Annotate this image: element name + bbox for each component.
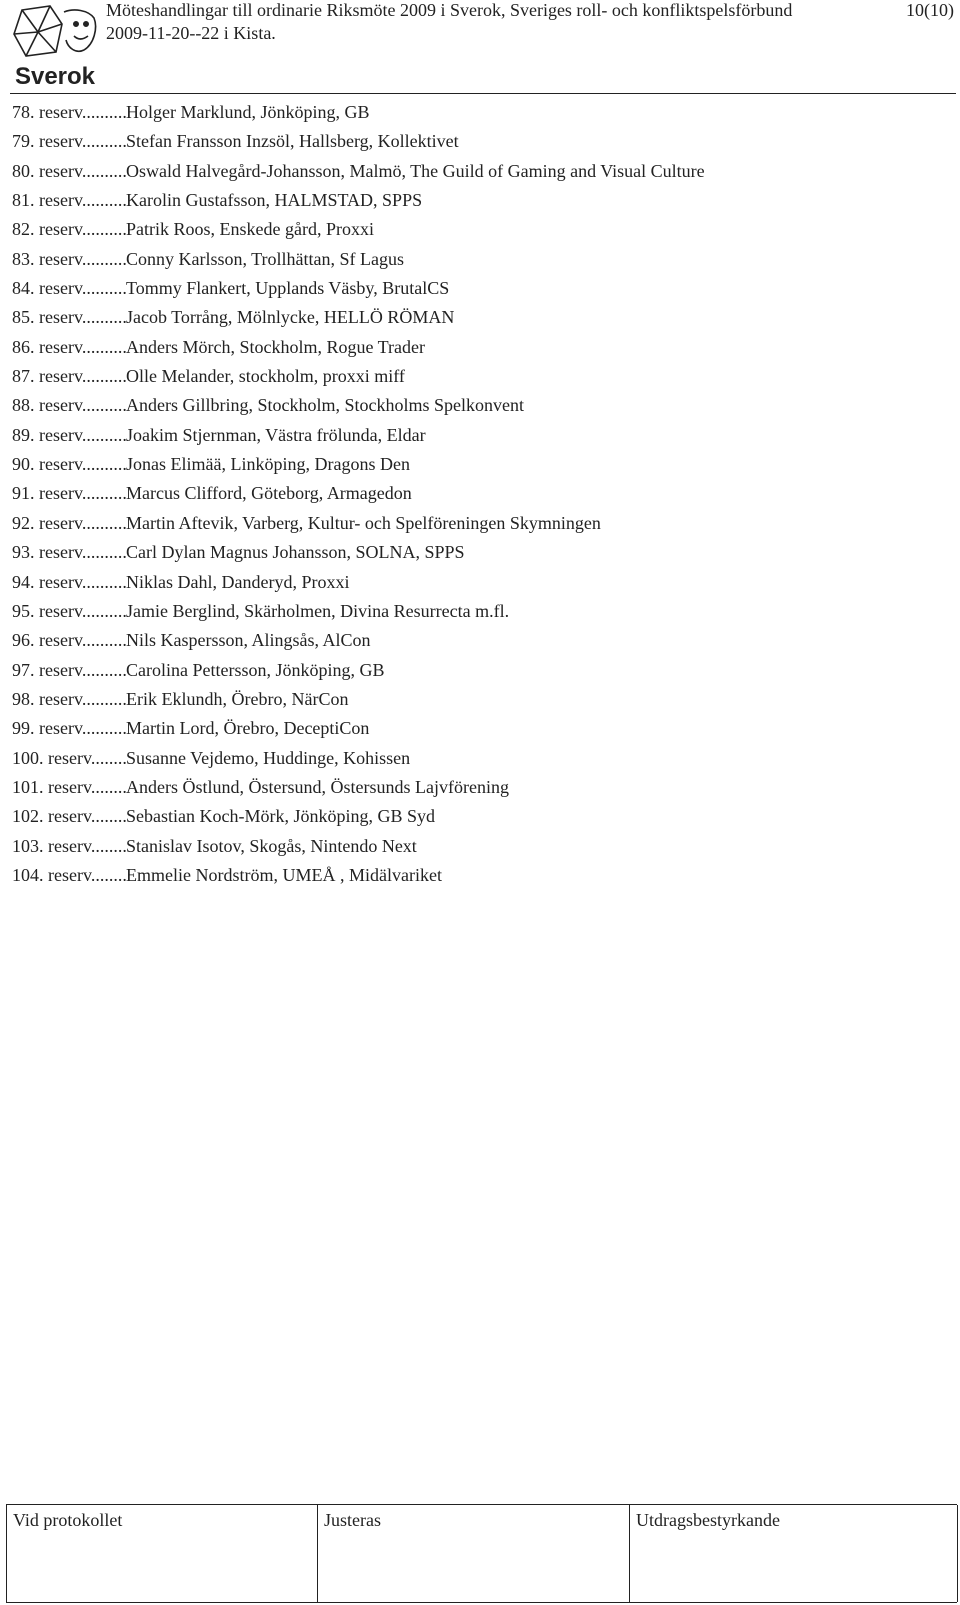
- list-item: [12, 861, 942, 890]
- list-item: [12, 245, 942, 274]
- list-item: [12, 685, 942, 714]
- entry-label: 101. reserv .....: [12, 773, 126, 802]
- signature-cell-protocol: [6, 1505, 318, 1602]
- entry-label: 89. reserv .....: [12, 421, 126, 450]
- document-title: Möteshandlingar till ordinarie Riksmöte 2009 i Sverok, Sveriges roll- och konfliktspelsförbund: [106, 0, 793, 20]
- signature-table: [6, 1504, 957, 1603]
- entry-label: 93. reserv .....: [12, 538, 126, 567]
- signature-cell-certified: [629, 1505, 958, 1602]
- logo-wordmark: Sverok: [14, 63, 96, 90]
- entry-name: Joakim Stjernman, Västra frölunda, Eldar: [126, 424, 426, 445]
- list-item: [12, 421, 942, 450]
- entry-label: 104. reserv .....: [12, 861, 126, 890]
- entry-name: Stefan Fransson Inzsöl, Hallsberg, Kollektivet: [126, 131, 459, 152]
- list-item: [12, 98, 942, 127]
- entry-label: 91. reserv .....: [12, 479, 126, 508]
- entry-label: 82. reserv .....: [12, 215, 126, 244]
- list-item: [12, 773, 942, 802]
- entry-label: 86. reserv .....: [12, 333, 126, 362]
- list-item: [12, 597, 942, 626]
- entry-name: Tommy Flankert, Upplands Väsby, BrutalCS: [126, 278, 450, 299]
- signature-label-protocol: Vid protokollet: [13, 1510, 123, 1530]
- header-divider: [10, 93, 956, 94]
- entry-name: Jacob Torrång, Mölnlycke, HELLÖ RÖMAN: [126, 307, 455, 328]
- page-header: [0, 0, 960, 94]
- entry-name: Conny Karlsson, Trollhättan, Sf Lagus: [126, 248, 405, 269]
- entry-name: Carolina Pettersson, Jönköping, GB: [126, 659, 385, 680]
- entry-name: Susanne Vejdemo, Huddinge, Kohissen: [126, 747, 411, 768]
- list-item: [12, 509, 942, 538]
- list-item: [12, 303, 942, 332]
- entry-name: Emmelie Nordström, UMEÅ , Midälvariket: [126, 864, 442, 885]
- entry-name: Martin Aftevik, Varberg, Kultur- och Spelföreningen Skymningen: [126, 512, 601, 533]
- list-item: [12, 450, 942, 479]
- entry-name: Karolin Gustafsson, HALMSTAD, SPPS: [126, 190, 423, 211]
- entry-name: Anders Mörch, Stockholm, Rogue Trader: [126, 336, 425, 357]
- list-item: [12, 714, 942, 743]
- page-number: 10(10): [906, 0, 954, 20]
- entry-name: Nils Kaspersson, Alingsås, AlCon: [126, 630, 371, 651]
- entry-label: 79. reserv .....: [12, 127, 126, 156]
- reserve-list: [12, 98, 942, 890]
- sverok-logo: [10, 4, 100, 90]
- signature-label-adjusted: Justeras: [324, 1510, 381, 1530]
- entry-name: Martin Lord, Örebro, DeceptiCon: [126, 718, 370, 739]
- list-item: [12, 568, 942, 597]
- list-item: [12, 656, 942, 685]
- entry-label: 94. reserv .....: [12, 568, 126, 597]
- entry-label: 87. reserv .....: [12, 362, 126, 391]
- entry-label: 102. reserv .....: [12, 802, 126, 831]
- list-item: [12, 391, 942, 420]
- list-item: [12, 333, 942, 362]
- entry-label: 103. reserv .....: [12, 832, 126, 861]
- entry-label: 81. reserv .....: [12, 186, 126, 215]
- entry-name: Marcus Clifford, Göteborg, Armagedon: [126, 483, 412, 504]
- entry-name: Anders Gillbring, Stockholm, Stockholms Spelkonvent: [126, 395, 524, 416]
- entry-name: Carl Dylan Magnus Johansson, SOLNA, SPPS: [126, 542, 465, 563]
- entry-label: 90. reserv .....: [12, 450, 126, 479]
- list-item: [12, 626, 942, 655]
- entry-name: Oswald Halvegård-Johansson, Malmö, The Guild of Gaming and Visual Culture: [126, 160, 705, 181]
- entry-label: 98. reserv .....: [12, 685, 126, 714]
- list-item: [12, 538, 942, 567]
- entry-label: 80. reserv .....: [12, 157, 126, 186]
- entry-name: Niklas Dahl, Danderyd, Proxxi: [126, 571, 350, 592]
- entry-label: 97. reserv .....: [12, 656, 126, 685]
- entry-label: 95. reserv .....: [12, 597, 126, 626]
- list-item: [12, 479, 942, 508]
- entry-label: 99. reserv .....: [12, 714, 126, 743]
- list-item: [12, 186, 942, 215]
- signature-label-certified: Utdragsbestyrkande: [636, 1510, 780, 1530]
- entry-label: 85. reserv .....: [12, 303, 126, 332]
- list-item: [12, 274, 942, 303]
- entry-name: Holger Marklund, Jönköping, GB: [126, 102, 370, 122]
- meeting-date-place: 2009-11-20--22 i Kista.: [106, 23, 276, 43]
- list-item: [12, 802, 942, 831]
- list-item: [12, 744, 942, 773]
- entry-name: Stanislav Isotov, Skogås, Nintendo Next: [126, 835, 417, 856]
- signature-cell-adjusted: [317, 1505, 630, 1602]
- list-item: [12, 362, 942, 391]
- entry-label: 84. reserv .....: [12, 274, 126, 303]
- entry-name: Patrik Roos, Enskede gård, Proxxi: [126, 219, 374, 240]
- entry-name: Sebastian Koch-Mörk, Jönköping, GB Syd: [126, 806, 435, 827]
- list-item: [12, 157, 942, 186]
- entry-label: 78. reserv .....: [12, 98, 126, 127]
- entry-label: 83. reserv .....: [12, 245, 126, 274]
- list-item: [12, 127, 942, 156]
- list-item: [12, 215, 942, 244]
- entry-label: 92. reserv .....: [12, 509, 126, 538]
- entry-name: Erik Eklundh, Örebro, NärCon: [126, 688, 349, 709]
- entry-label: 96. reserv .....: [12, 626, 126, 655]
- entry-name: Jamie Berglind, Skärholmen, Divina Resurrecta m.fl.: [126, 600, 510, 621]
- entry-name: Jonas Elimää, Linköping, Dragons Den: [126, 454, 410, 475]
- entry-label: 100. reserv .....: [12, 744, 126, 773]
- entry-label: 88. reserv .....: [12, 391, 126, 420]
- entry-name: Olle Melander, stockholm, proxxi miff: [126, 366, 405, 387]
- entry-name: Anders Östlund, Östersund, Östersunds Lajvförening: [126, 776, 509, 797]
- list-item: [12, 832, 942, 861]
